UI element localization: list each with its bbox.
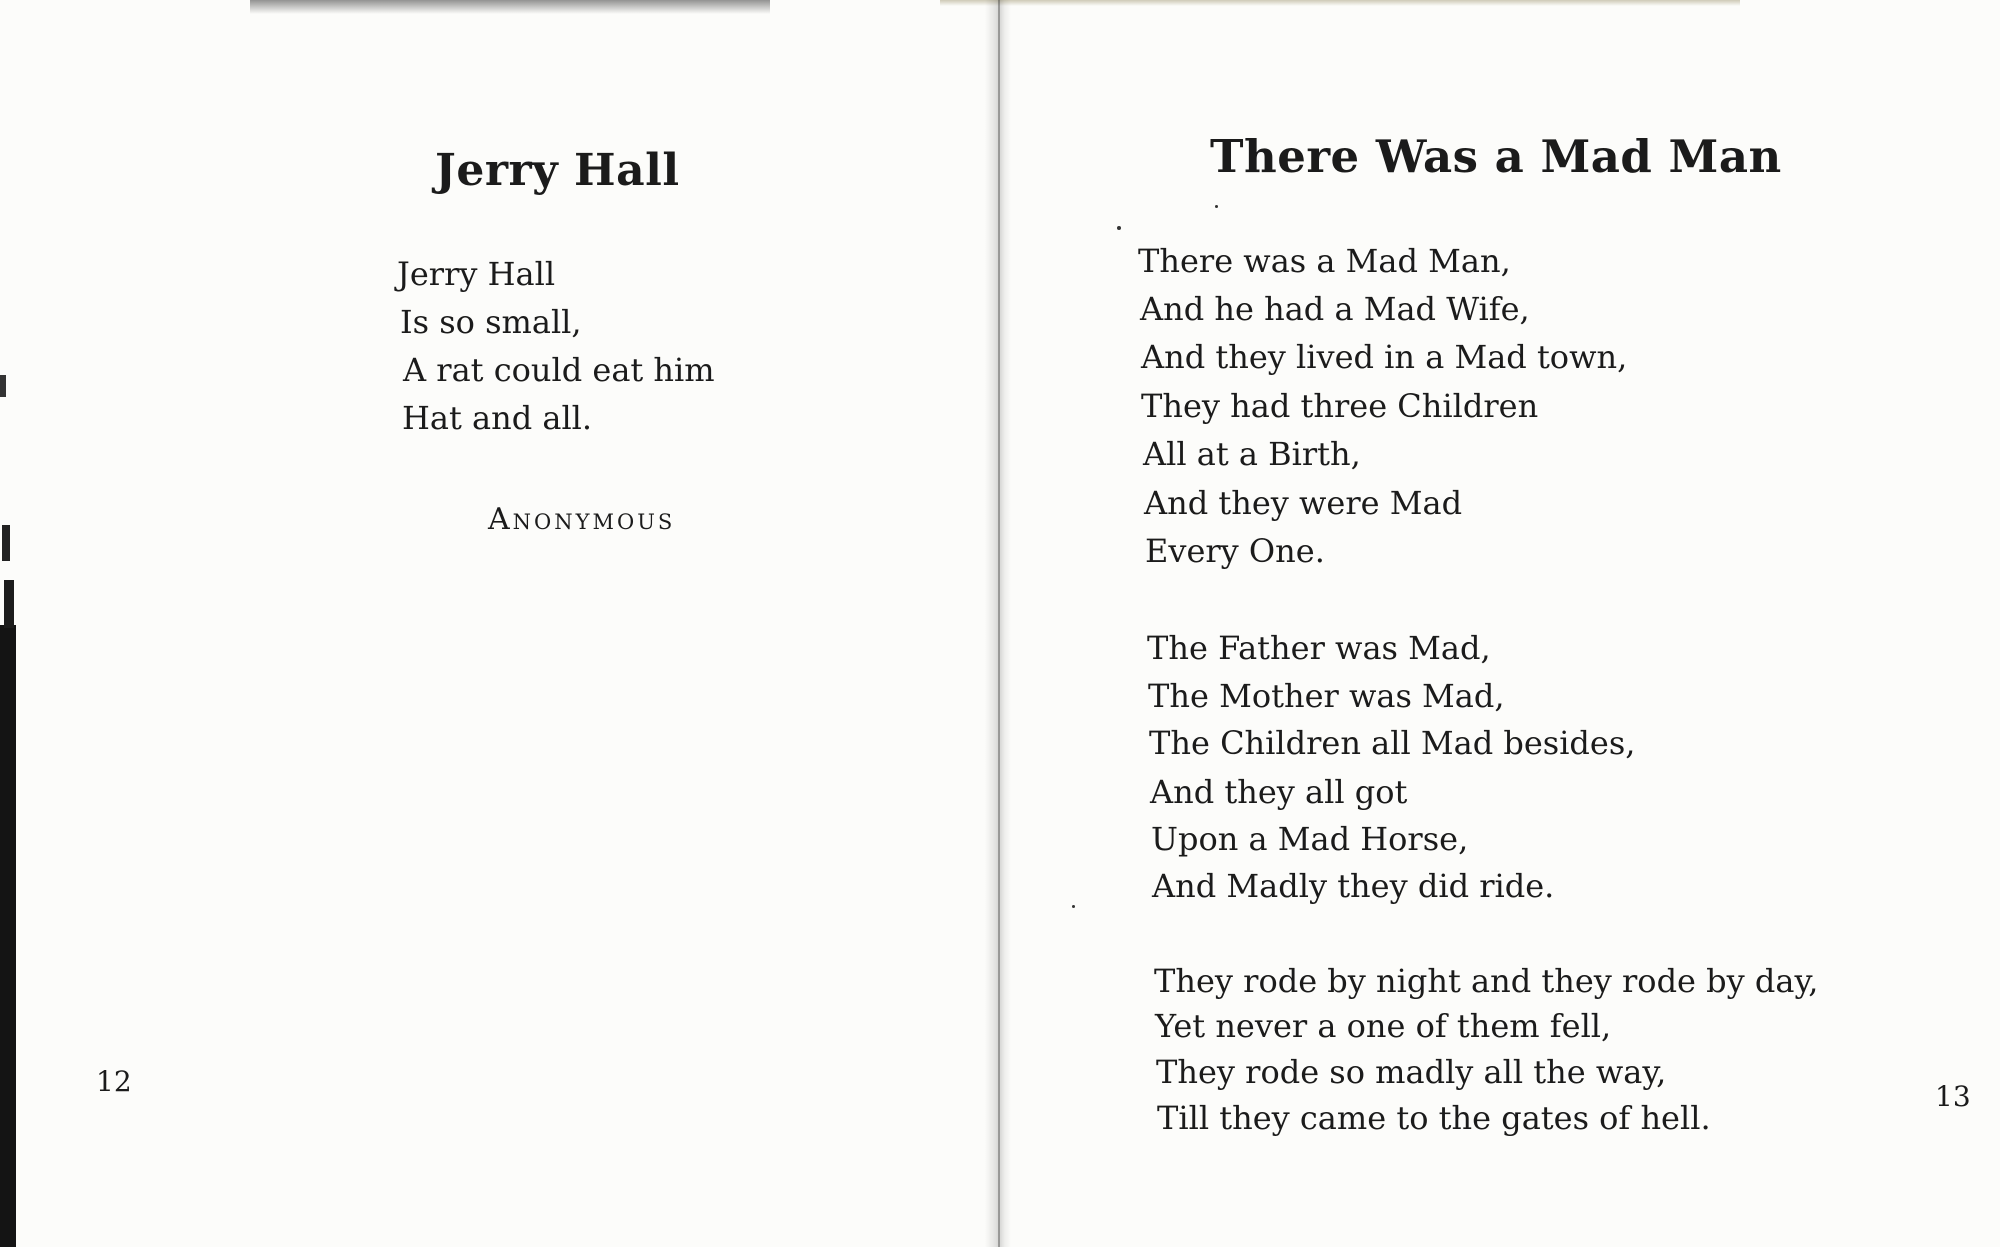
poem-line: They had three Children [1141, 387, 1539, 425]
poem-line: Hat and all. [402, 399, 593, 437]
poem-title-jerry-hall: Jerry Hall [435, 145, 680, 196]
poem-line: The Mother was Mad, [1148, 677, 1505, 715]
poem-line: There was a Mad Man, [1138, 242, 1511, 280]
poem-line: The Father was Mad, [1147, 629, 1491, 667]
poem-author: Anonymous [488, 502, 676, 537]
poem-line: And they lived in a Mad town, [1141, 338, 1628, 376]
poem-line: And they were Mad [1144, 484, 1463, 522]
poem-line: And Madly they did ride. [1152, 867, 1555, 905]
gutter-line [998, 0, 1000, 1247]
ink-speck [1215, 205, 1218, 208]
page-number-left: 12 [96, 1065, 132, 1098]
poem-line: Jerry Hall [397, 255, 556, 293]
poem-line: All at a Birth, [1143, 435, 1361, 473]
poem-line: Upon a Mad Horse, [1151, 820, 1469, 858]
poem-line: Till they came to the gates of hell. [1157, 1099, 1711, 1137]
poem-line: And he had a Mad Wife, [1140, 290, 1530, 328]
page-number-right: 13 [1935, 1080, 1971, 1113]
poem-line: And they all got [1150, 773, 1408, 811]
ink-speck [1072, 905, 1075, 908]
ink-speck [1117, 226, 1121, 230]
poem-line: They rode by night and they rode by day, [1154, 962, 1819, 1000]
poem-title-mad-man: There Was a Mad Man [1210, 130, 1782, 183]
poem-line: Yet never a one of them fell, [1155, 1007, 1612, 1045]
poem-line: Is so small, [400, 303, 582, 341]
poem-line: The Children all Mad besides, [1149, 724, 1636, 762]
poem-line: They rode so madly all the way, [1156, 1053, 1667, 1091]
poem-line: A rat could eat him [403, 351, 715, 389]
poem-line: Every One. [1145, 532, 1325, 570]
